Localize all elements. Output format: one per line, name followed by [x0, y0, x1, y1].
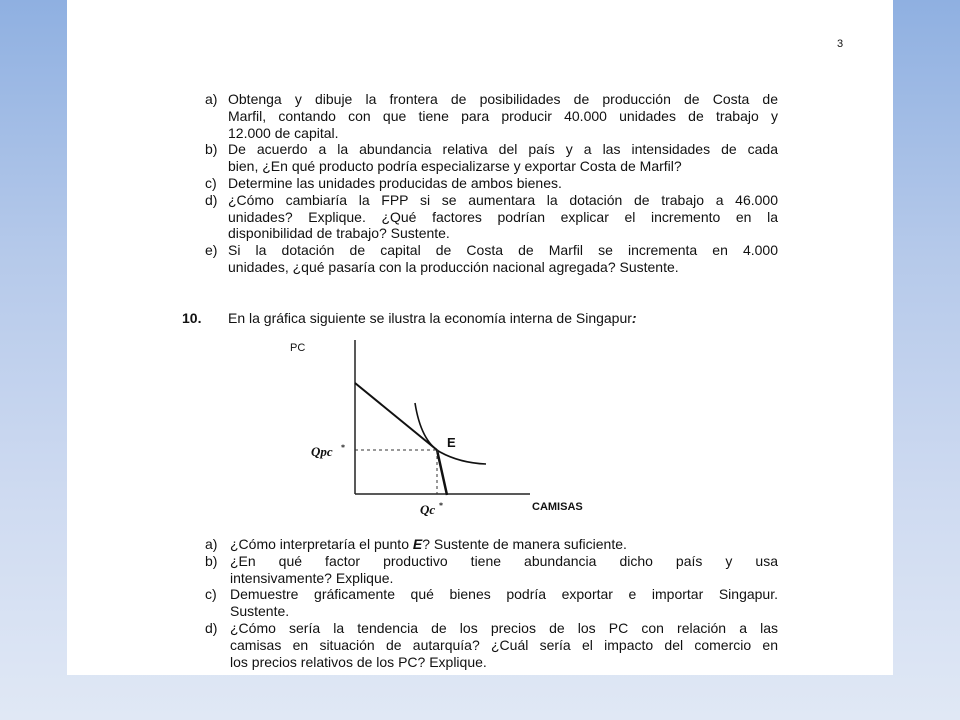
- question-number: 10.: [182, 310, 202, 326]
- y-value-label: Qpc: [311, 444, 333, 459]
- question-text-line: unidades, ¿qué pasaría con la producción nacional agregada? Sustente.: [228, 258, 679, 275]
- question-text-line: Determine las unidades producidas de ambos bienes.: [228, 174, 562, 191]
- question-9-list: [205, 91, 778, 276]
- x-value-label: Qc: [420, 502, 436, 517]
- item-label: b): [205, 141, 218, 158]
- question-item-e: [205, 242, 778, 276]
- question-heading-text: En la gráfica siguiente se ilustra la economía interna de Singapur: [228, 310, 632, 326]
- question-text-part: ¿Cómo interpretaría el punto: [230, 536, 413, 552]
- question-text-line: Obtenga y dibuje la frontera de posibilidades de producción de Costa de: [228, 91, 778, 107]
- question-text-line: ¿En qué factor productivo tiene abundancia dicho país y usa: [230, 552, 778, 569]
- question-text-line: Si la dotación de capital de Costa de Marfil se incrementa en 4.000: [228, 242, 778, 259]
- question-text-line: ¿Cómo cambiaría la FPP si se aumentara la dotación de trabajo a 46.000: [228, 191, 778, 208]
- question-text-line: disponibilidad de trabajo? Sustente.: [228, 225, 450, 242]
- y-axis-label: PC: [290, 342, 306, 354]
- item-label: d): [205, 619, 218, 636]
- question-text-line: bien, ¿En qué producto podría especializarse y exportar Costa de Marfil?: [228, 158, 682, 175]
- x-axis-label: CAMISAS: [532, 501, 583, 513]
- y-value-superscript: *: [341, 443, 345, 452]
- equilibrium-point-label: E: [447, 435, 456, 450]
- item-label: c): [205, 174, 217, 191]
- question-text-line: [230, 536, 778, 553]
- question-item-a: [205, 536, 778, 553]
- question-text-line: De acuerdo a la abundancia relativa del país y a las intensidades de cada: [228, 141, 778, 158]
- question-text-line: los precios relativos de los PC? Explique.: [230, 653, 487, 670]
- page-number: 3: [837, 38, 844, 50]
- question-item-b: [205, 141, 778, 175]
- item-label: a): [205, 91, 218, 107]
- x-value-superscript: *: [439, 501, 443, 510]
- question-item-a: [205, 91, 778, 141]
- point-reference: E: [412, 536, 423, 552]
- question-text-line: Sustente.: [230, 603, 290, 620]
- item-label: d): [205, 191, 218, 208]
- question-text-line: Demuestre gráficamente qué bienes podría exportar e importar Singapur.: [230, 586, 778, 603]
- question-text-line: 12.000 de capital.: [228, 124, 339, 141]
- question-item-c: [205, 175, 778, 192]
- question-item-d: [205, 620, 778, 670]
- item-label: c): [205, 586, 217, 603]
- question-item-d: [205, 192, 778, 242]
- question-text-line: intensivamente? Explique.: [230, 569, 394, 586]
- question-item-c: [205, 586, 778, 620]
- question-text-line: ¿Cómo sería la tendencia de los precios de los PC con relación a las: [230, 619, 778, 636]
- question-10-list: [205, 536, 778, 670]
- question-text-line: unidades? Explique. ¿Qué factores podrían explicar el incremento en la: [228, 208, 778, 225]
- item-label: e): [205, 242, 218, 259]
- item-label: a): [205, 536, 218, 552]
- question-text-part: ? Sustente de manera suficiente.: [422, 536, 627, 552]
- item-label: b): [205, 552, 218, 569]
- question-text-line: Marfil, contando con que tiene para producir 40.000 unidades de trabajo y: [228, 107, 778, 124]
- question-text-line: camisas en situación de autarquía? ¿Cuál sería el impacto del comercio en: [230, 636, 778, 653]
- question-item-b: [205, 553, 778, 587]
- question-heading-colon: :: [631, 310, 637, 326]
- question-10-heading: [182, 310, 637, 327]
